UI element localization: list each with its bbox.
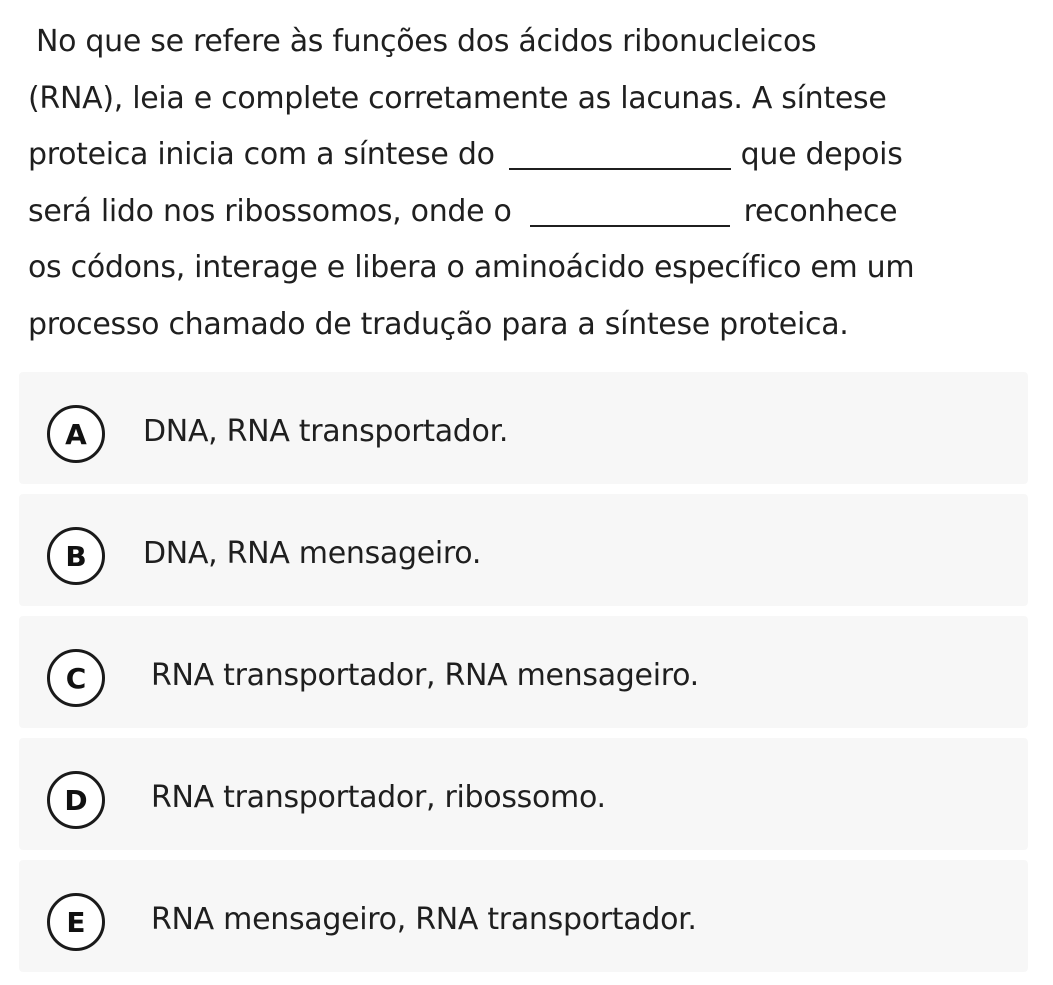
question-line [28,184,1028,241]
answer-blank-2 [530,195,730,227]
option-letter-badge: A [47,405,105,463]
option-letter-badge: D [47,771,105,829]
answer-blank-1 [509,138,731,170]
question-line [28,127,1028,184]
option-letter-badge: B [47,527,105,585]
option-c[interactable] [19,616,1028,728]
question-line-segment: reconhece [743,193,898,229]
question-line: No que se refere às funções dos ácidos ribonucleicos [36,24,817,59]
option-a[interactable] [19,372,1028,484]
option-text: RNA mensageiro, RNA transportador. [151,902,697,937]
option-b[interactable] [19,494,1028,606]
option-letter-badge: C [47,649,105,707]
question-line: os códons, interage e libera o aminoácido específico em um [28,250,915,285]
option-text: RNA transportador, RNA mensageiro. [151,658,699,693]
option-text: DNA, RNA transportador. [143,414,509,449]
option-text: DNA, RNA mensageiro. [143,536,482,571]
question-text [28,14,1028,353]
answer-options [19,372,1028,982]
question-line: processo chamado de tradução para a síntese proteica. [28,306,849,342]
option-e[interactable] [19,860,1028,972]
question-line-segment: que depois [740,137,903,172]
question-line: (RNA), leia e complete corretamente as lacunas. A síntese [28,80,887,116]
option-d[interactable] [19,738,1028,850]
question-line-segment: proteica inicia com a síntese do [28,137,495,172]
option-letter-badge: E [47,893,105,951]
question-line-segment: será lido nos ribossomos, onde o [28,193,512,229]
option-text: RNA transportador, ribossomo. [151,780,606,815]
